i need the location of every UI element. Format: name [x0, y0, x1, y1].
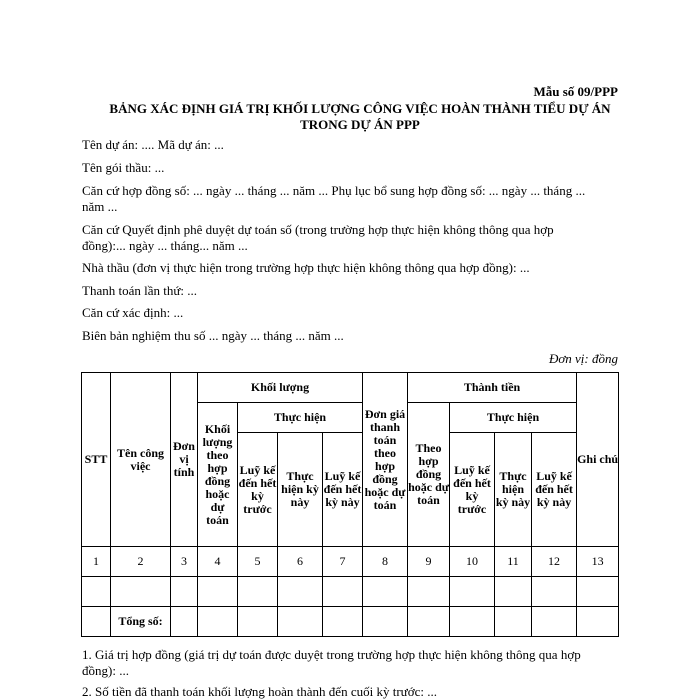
column-number: 5: [238, 547, 278, 577]
column-number: 4: [198, 547, 238, 577]
column-number: 3: [171, 547, 198, 577]
info-project-name: Tên dự án: .... Mã dự án: ...: [82, 137, 224, 152]
column-number: 2: [111, 547, 171, 577]
form-number: Mẫu số 09/PPP: [533, 84, 618, 99]
header-unit: Đơn vị tính: [171, 373, 198, 547]
header-amount: Thành tiền: [408, 373, 577, 403]
info-contract-basis: Căn cứ hợp đồng số: ... ngày ... tháng ... năm ... Phụ lục bổ sung hợp đồng số: ... ngày ... tháng ...: [82, 183, 586, 198]
column-number: 13: [577, 547, 619, 577]
header-volume-cumulative-current: Luỹ kế đến hết kỳ này: [323, 433, 363, 547]
header-task-name: Tên công việc: [111, 373, 171, 547]
column-number: 6: [278, 547, 323, 577]
info-contract-basis-cont: năm ...: [82, 199, 118, 214]
column-number-row: [82, 547, 619, 577]
column-number: 9: [408, 547, 450, 577]
column-number: 10: [450, 547, 495, 577]
header-amount-performed: Thực hiện: [450, 403, 577, 433]
unit-label: Đơn vị: đồng: [548, 351, 618, 366]
column-number: 7: [323, 547, 363, 577]
header-stt: STT: [82, 373, 111, 547]
footer-paid-amount: 2. Số tiền đã thanh toán khối lượng hoàn thành đến cuối kỳ trước: ...: [82, 684, 437, 699]
total-row: [82, 607, 619, 637]
info-contractor: Nhà thầu (đơn vị thực hiện trong trường hợp thực hiện không thông qua hợp đồng): ...: [82, 260, 530, 275]
column-number: 1: [82, 547, 111, 577]
volume-value-table: [81, 372, 619, 637]
column-number: 12: [532, 547, 577, 577]
total-label: Tổng số:: [111, 607, 171, 637]
info-estimate-decision: Căn cứ Quyết định phê duyệt dự toán số (trong trường hợp thực hiện không thông qua hợp: [82, 222, 554, 237]
header-unit-price: Đơn giá thanh toán theo hợp đồng hoặc dự toán: [363, 373, 408, 547]
header-volume-cumulative-prev: Luỹ kế đến hết kỳ trước: [238, 433, 278, 547]
header-amount-cumulative-current: Luỹ kế đến hết kỳ này: [532, 433, 577, 547]
header-volume-contract: Khối lượng theo hợp đồng hoặc dự toán: [198, 403, 238, 547]
column-number: 11: [495, 547, 532, 577]
header-notes: Ghi chú: [577, 373, 619, 547]
document-title-line-1: BẢNG XÁC ĐỊNH GIÁ TRỊ KHỐI LƯỢNG CÔNG VIỆC HOÀN THÀNH TIỂU DỰ ÁN: [109, 101, 611, 116]
column-number: 8: [363, 547, 408, 577]
info-package-name: Tên gói thầu: ...: [82, 160, 165, 175]
document-title-line-2: TRONG DỰ ÁN PPP: [300, 117, 420, 132]
empty-data-row: [82, 577, 619, 607]
header-amount-cumulative-prev: Luỹ kế đến hết kỳ trước: [450, 433, 495, 547]
header-amount-this-period: Thực hiện kỳ này: [495, 433, 532, 547]
info-payment-number: Thanh toán lần thứ: ...: [82, 283, 197, 298]
info-acceptance-record: Biên bản nghiệm thu số ... ngày ... tháng ... năm ...: [82, 328, 344, 343]
header-volume-performed: Thực hiện: [238, 403, 363, 433]
footer-contract-value: 1. Giá trị hợp đồng (giá trị dự toán được duyệt trong trường hợp thực hiện không thông qua hợp: [82, 647, 581, 662]
info-estimate-decision-cont: đồng):... ngày ... tháng... năm ...: [82, 238, 248, 253]
info-determination-basis: Căn cứ xác định: ...: [82, 305, 184, 320]
header-volume: Khối lượng: [198, 373, 363, 403]
header-volume-this-period: Thực hiện kỳ này: [278, 433, 323, 547]
header-amount-contract: Theo hợp đồng hoặc dự toán: [408, 403, 450, 547]
footer-contract-value-cont: đồng): ...: [82, 663, 129, 678]
